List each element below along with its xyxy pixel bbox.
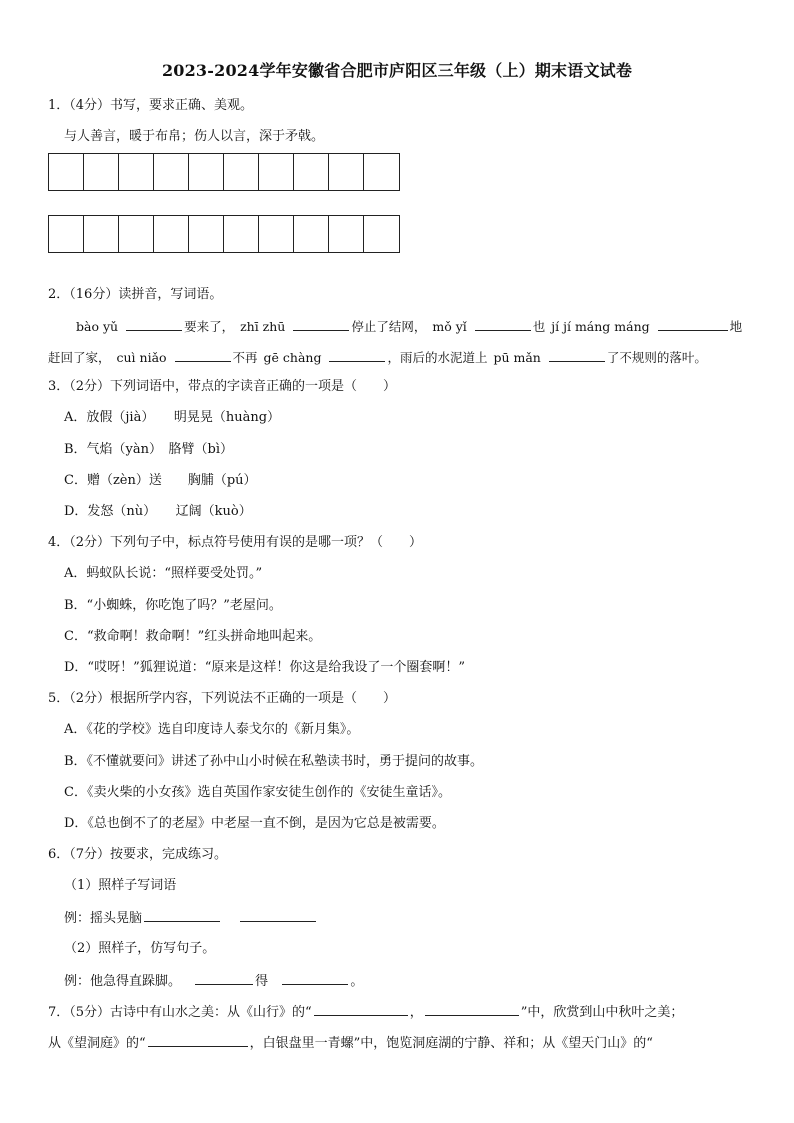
writing-cell[interactable]	[329, 216, 364, 252]
q5-option-c[interactable]: C．《卖火柴的小女孩》选自英国作家安徒生创作的《安徒生童话》。	[64, 785, 451, 800]
writing-cell[interactable]	[49, 154, 84, 190]
q6-sub-2: （2）照样子，仿写句子。	[64, 941, 216, 956]
answer-blank[interactable]	[549, 348, 605, 362]
q2-text: 也	[532, 319, 546, 334]
answer-blank[interactable]	[240, 908, 316, 922]
q3-label: 3．（2分）下列词语中，带点的字读音正确的一项是（ ）	[48, 379, 397, 394]
writing-cell[interactable]	[84, 216, 119, 252]
pinyin: gē chàng	[263, 350, 322, 365]
q2-line-2	[48, 348, 707, 367]
writing-cell[interactable]	[294, 216, 329, 252]
q6-example-2	[64, 971, 363, 991]
q2-line-1	[74, 317, 742, 336]
answer-blank[interactable]	[144, 908, 220, 922]
pinyin: pū mǎn	[493, 350, 541, 365]
answer-blank[interactable]	[658, 317, 728, 331]
writing-cell[interactable]	[294, 154, 329, 190]
writing-grid-row-1	[48, 153, 400, 191]
answer-blank[interactable]	[293, 317, 349, 331]
q4-option-b[interactable]: B．“小蜘蛛，你吃饱了吗？”老屋问。	[64, 598, 282, 613]
q3-option-d[interactable]: D．发怒（nù） 辽阔（kuò）	[64, 504, 252, 519]
q6-label: 6．（7分）按要求，完成练习。	[48, 847, 228, 862]
pinyin: mǒ yǐ	[432, 319, 467, 334]
pinyin: cuì niǎo	[116, 350, 167, 365]
q6-example-text: 例：他急得直跺脚。	[64, 974, 182, 989]
writing-cell[interactable]	[119, 216, 154, 252]
writing-cell[interactable]	[189, 216, 224, 252]
writing-cell[interactable]	[224, 216, 259, 252]
q6-example-text: 得	[255, 974, 269, 989]
writing-cell[interactable]	[364, 154, 399, 190]
q5-option-d[interactable]: D．《总也倒不了的老屋》中老屋一直不倒，是因为它总是被需要。	[64, 816, 445, 831]
q6-example-text: 例：摇头晃脑	[64, 911, 143, 926]
q7-text: ”中，欣赏到山中秋叶之美；	[520, 1005, 684, 1020]
writing-cell[interactable]	[329, 154, 364, 190]
q5-option-b[interactable]: B．《不懂就要问》讲述了孙中山小时候在私塾读书时，勇于提问的故事。	[64, 754, 484, 769]
answer-blank[interactable]	[425, 1002, 519, 1016]
q3-option-a[interactable]: A．放假（jià） 明晃晃（huàng）	[64, 410, 281, 425]
q3-option-c[interactable]: C．赠（zèn）送 胸脯（pú）	[64, 473, 257, 488]
writing-cell[interactable]	[259, 216, 294, 252]
writing-cell[interactable]	[364, 216, 399, 252]
writing-cell[interactable]	[154, 154, 189, 190]
q1-label: 1．（4分）书写，要求正确、美观。	[48, 98, 254, 113]
writing-cell[interactable]	[189, 154, 224, 190]
q2-text: 赶回了家，	[48, 350, 111, 365]
q4-label: 4．（2分）下列句子中，标点符号使用有误的是哪一项？（ ）	[48, 535, 423, 550]
answer-blank[interactable]	[329, 348, 385, 362]
q2-text: 不再	[232, 350, 258, 365]
q2-text: ，雨后的水泥道上	[387, 350, 488, 365]
q5-label: 5．（2分）根据所学内容，下列说法不正确的一项是（ ）	[48, 691, 397, 706]
answer-blank[interactable]	[175, 348, 231, 362]
writing-cell[interactable]	[84, 154, 119, 190]
q2-label: 2．（16分）读拼音，写词语。	[48, 287, 223, 302]
answer-blank[interactable]	[282, 971, 348, 985]
q2-text: 了不规则的落叶。	[606, 350, 707, 365]
page-title: 2023-2024学年安徽省合肥市庐阳区三年级（上）期末语文试卷	[161, 61, 633, 80]
q4-option-a[interactable]: A．蚂蚁队长说：“照样要受处罚。”	[64, 566, 263, 581]
q4-option-c[interactable]: C．“救命啊！救命啊！”红头拼命地叫起来。	[64, 629, 322, 644]
writing-cell[interactable]	[119, 154, 154, 190]
q6-example-end: 。	[350, 974, 364, 989]
pinyin: zhī zhū	[240, 319, 286, 334]
q7-text: ，白银盘里一青螺”中，饱览洞庭湖的宁静、祥和；从《望天门山》的“	[249, 1036, 653, 1051]
q1-text: 与人善言，暖于布帛；伤人以言，深于矛戟。	[64, 129, 325, 144]
q7-text: ，	[409, 1005, 423, 1020]
pinyin: jí jí máng máng	[551, 319, 650, 334]
answer-blank[interactable]	[148, 1033, 248, 1047]
writing-cell[interactable]	[154, 216, 189, 252]
answer-blank[interactable]	[314, 1002, 408, 1016]
q2-text: 要来了，	[184, 319, 235, 334]
q7-line-2	[48, 1033, 653, 1053]
q7-text: 7．（5分）古诗中有山水之美：从《山行》的“	[48, 1005, 312, 1020]
q7-text: 从《望洞庭》的“	[48, 1036, 146, 1051]
answer-blank[interactable]	[195, 971, 253, 985]
q7-line-1	[48, 1002, 683, 1022]
writing-cell[interactable]	[259, 154, 294, 190]
answer-blank[interactable]	[475, 317, 531, 331]
q4-option-d[interactable]: D．“哎呀！”狐狸说道：“原来是这样！你这是给我设了一个圈套啊！”	[64, 660, 466, 675]
q5-option-a[interactable]: A．《花的学校》选自印度诗人泰戈尔的《新月集》。	[64, 722, 360, 737]
writing-cell[interactable]	[224, 154, 259, 190]
answer-blank[interactable]	[126, 317, 182, 331]
pinyin: bào yǔ	[76, 319, 119, 334]
q6-sub-1: （1）照样子写词语	[64, 878, 177, 893]
q2-text: 停止了结网，	[351, 319, 427, 334]
writing-cell[interactable]	[49, 216, 84, 252]
writing-grid-row-2	[48, 215, 400, 253]
q2-text: 地	[729, 319, 743, 334]
q3-option-b[interactable]: B．气焰（yàn） 胳臂（bì）	[64, 442, 234, 457]
q6-example-1	[64, 908, 318, 928]
